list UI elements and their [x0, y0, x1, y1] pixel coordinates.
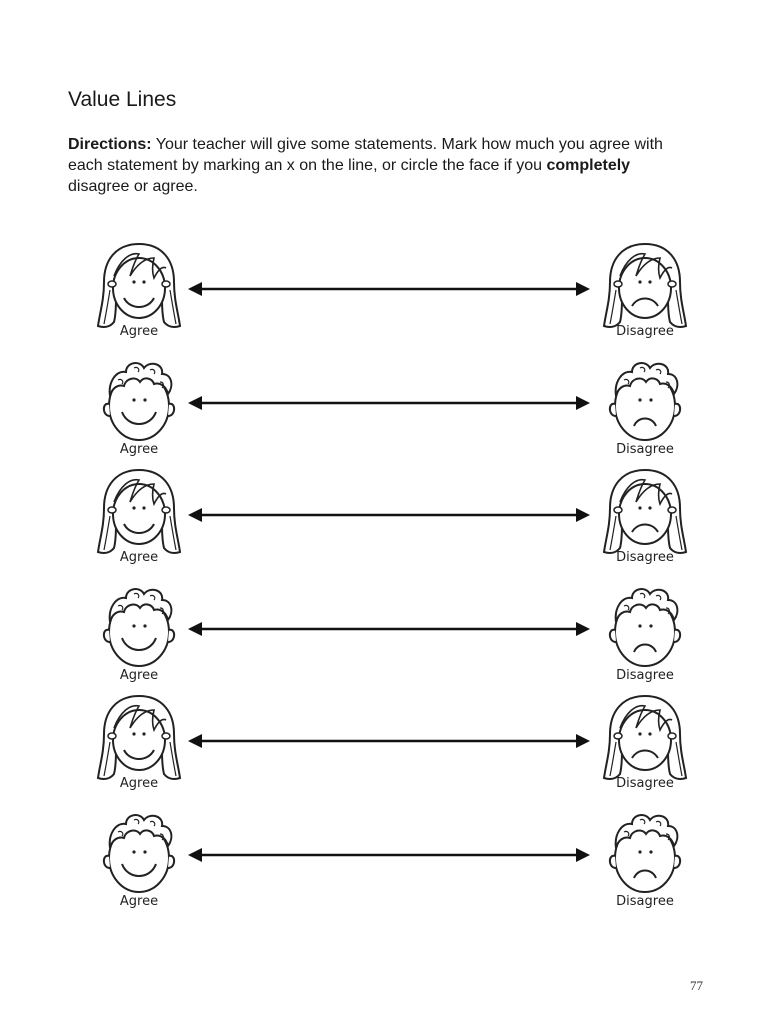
directions-body-2: disagree or agree. [68, 178, 198, 195]
agreement-line[interactable] [186, 393, 592, 413]
disagree-label: Disagree [616, 550, 674, 565]
page-title: Value Lines [68, 88, 177, 111]
disagree-face[interactable] [600, 580, 690, 690]
agreement-line[interactable] [186, 845, 592, 865]
disagree-face[interactable] [600, 240, 690, 350]
disagree-label: Disagree [616, 442, 674, 457]
directions-emphasis: completely [546, 157, 631, 174]
double-arrow-icon [186, 852, 592, 869]
agree-label: Agree [119, 894, 159, 909]
agreement-line[interactable] [186, 279, 592, 299]
page-number: 77 [690, 978, 703, 993]
agree-label: Agree [119, 776, 159, 791]
value-line-row [0, 240, 768, 350]
agreement-line[interactable] [186, 619, 592, 639]
disagree-label: Disagree [616, 668, 674, 683]
boy-frowning-face-icon [600, 580, 690, 675]
agree-face[interactable] [94, 692, 184, 802]
disagree-label: Disagree [616, 894, 674, 909]
girl-smiling-face-icon [94, 240, 184, 335]
disagree-label: Disagree [616, 324, 674, 339]
value-line-row [0, 354, 768, 464]
directions-label: Directions: [68, 136, 152, 153]
agree-label: Agree [119, 550, 159, 565]
boy-smiling-face-icon [94, 354, 184, 449]
double-arrow-icon [186, 400, 592, 417]
disagree-face[interactable] [600, 692, 690, 802]
double-arrow-icon [186, 626, 592, 643]
girl-smiling-face-icon [94, 466, 184, 561]
double-arrow-icon [186, 512, 592, 529]
value-line-row [0, 692, 768, 802]
value-line-row [0, 806, 768, 916]
girl-frowning-face-icon [600, 240, 690, 335]
boy-smiling-face-icon [94, 580, 184, 675]
disagree-label: Disagree [616, 776, 674, 791]
boy-smiling-face-icon [94, 806, 184, 901]
directions-body-1: Your teacher will give some statements. Mark how much you agree with each statement by marking an x on the line, or circle the face if you [68, 136, 663, 174]
agree-face[interactable] [94, 240, 184, 350]
girl-smiling-face-icon [94, 692, 184, 787]
agree-face[interactable] [94, 466, 184, 576]
disagree-face[interactable] [600, 466, 690, 576]
agree-label: Agree [119, 324, 159, 339]
girl-frowning-face-icon [600, 466, 690, 561]
agreement-line[interactable] [186, 505, 592, 525]
agree-label: Agree [119, 668, 159, 683]
boy-frowning-face-icon [600, 806, 690, 901]
disagree-face[interactable] [600, 806, 690, 916]
agree-face[interactable] [94, 806, 184, 916]
disagree-face[interactable] [600, 354, 690, 464]
double-arrow-icon [186, 286, 592, 303]
value-line-row [0, 466, 768, 576]
girl-frowning-face-icon [600, 692, 690, 787]
value-line-row [0, 580, 768, 690]
agree-face[interactable] [94, 354, 184, 464]
double-arrow-icon [186, 738, 592, 755]
agree-label: Agree [119, 442, 159, 457]
agree-face[interactable] [94, 580, 184, 690]
agreement-line[interactable] [186, 731, 592, 751]
boy-frowning-face-icon [600, 354, 690, 449]
